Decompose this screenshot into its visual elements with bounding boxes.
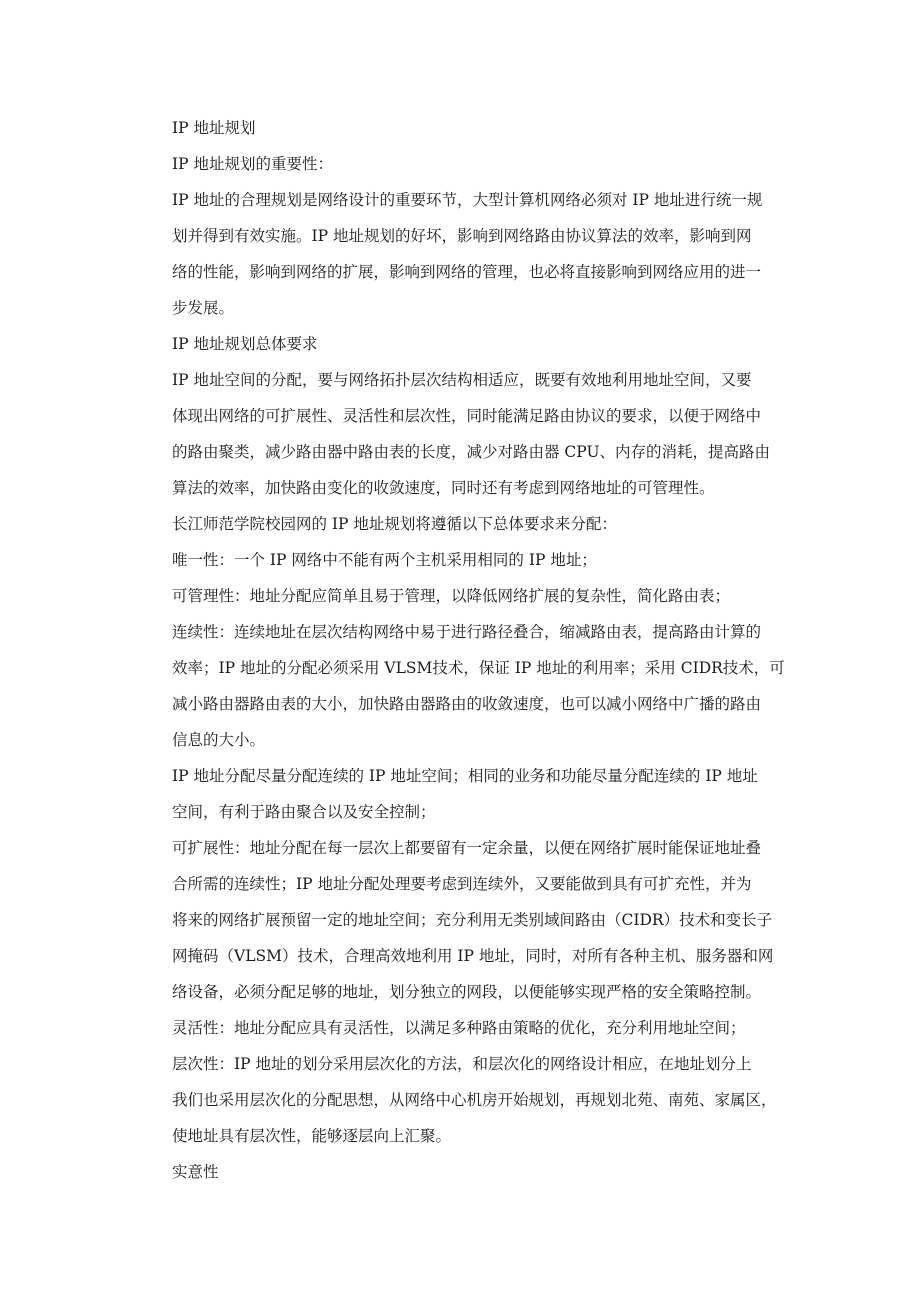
text-line: 减小路由器路由表的大小，加快路由器路由的收敛速度，也可以减小网络中广播的路由 xyxy=(172,695,762,713)
text-line: 网掩码（VLSM）技术，合理高效地利用 IP 地址，同时，对所有各种主机、服务器和网 xyxy=(172,947,774,965)
text-line: 络设备，必须分配足够的地址，划分独立的网段，以便能够实现严格的安全策略控制。 xyxy=(172,983,762,1001)
text-line: 络的性能，影响到网络的扩展，影响到网络的管理，也必将直接影响到网络应用的进一 xyxy=(172,263,762,281)
paragraph xyxy=(172,362,772,506)
text-line: 我们也采用层次化的分配思想，从网络中心机房开始规划，再规划北苑、南苑、家属区， xyxy=(172,1091,777,1109)
paragraph xyxy=(172,578,772,614)
text-line: 的路由聚类，减少路由器中路由表的长度，减少对路由器 CPU、内存的消耗，提高路由 xyxy=(172,443,771,461)
text-line: 空间，有利于路由聚合以及安全控制； xyxy=(172,803,436,821)
paragraph xyxy=(172,758,772,830)
text-line: 体现出网络的可扩展性、灵活性和层次性，同时能满足路由协议的要求，以便于网络中 xyxy=(172,407,762,425)
text-line: IP 地址分配尽量分配连续的 IP 地址空间；相同的业务和功能尽量分配连续的 IP 地址 xyxy=(172,767,758,785)
text-line: 信息的大小。 xyxy=(172,731,266,749)
text-line: IP 地址的合理规划是网络设计的重要环节，大型计算机网络必须对 IP 地址进行统一规 xyxy=(172,191,763,209)
text-line: 长江师范学院校园网的 IP 地址规划将遵循以下总体要求来分配： xyxy=(172,515,617,533)
text-line: 实意性 xyxy=(172,1163,219,1181)
text-line: 效率；IP 地址的分配必须采用 VLSM技术，保证 IP 地址的利用率；采用 CIDR技术，可 xyxy=(172,659,785,677)
paragraph xyxy=(172,182,772,326)
paragraph xyxy=(172,1154,772,1190)
text-line: 连续性：连续地址在层次结构网络中易于进行路径叠合，缩减路由表，提高路由计算的 xyxy=(172,623,762,641)
text-line: 划并得到有效实施。IP 地址规划的好坏，影响到网络路由协议算法的效率，影响到网 xyxy=(172,227,752,245)
paragraph xyxy=(172,542,772,578)
paragraph xyxy=(172,146,772,182)
paragraph xyxy=(172,506,772,542)
paragraph xyxy=(172,830,772,1010)
text-line: 将来的网络扩展预留一定的地址空间；充分利用无类别域间路由（CIDR）技术和变长子 xyxy=(172,911,773,929)
text-line: 使地址具有层次性，能够逐层向上汇聚。 xyxy=(172,1127,452,1145)
text-line: 唯一性：一个 IP 网络中不能有两个主机采用相同的 IP 地址； xyxy=(172,551,597,569)
paragraph xyxy=(172,614,785,758)
text-line: 灵活性：地址分配应具有灵活性，以满足多种路由策略的优化，充分利用地址空间； xyxy=(172,1019,746,1037)
text-line: 可管理性：地址分配应简单且易于管理，以降低网络扩展的复杂性，简化路由表； xyxy=(172,587,731,605)
document-page xyxy=(172,110,785,1190)
text-line: 层次性：IP 地址的划分采用层次化的方法，和层次化的网络设计相应，在地址划分上 xyxy=(172,1055,752,1073)
paragraph xyxy=(172,110,772,146)
paragraph xyxy=(172,326,772,362)
text-line: IP 地址规划总体要求 xyxy=(172,335,318,353)
text-line: 合所需的连续性；IP 地址分配处理要考虑到连续外，又要能做到具有可扩充性，并为 xyxy=(172,875,752,893)
text-line: 步发展。 xyxy=(172,299,235,317)
text-line: IP 地址规划 xyxy=(172,119,256,137)
paragraph xyxy=(172,1046,777,1154)
paragraph xyxy=(172,1010,772,1046)
text-line: 可扩展性：地址分配在每一层次上都要留有一定余量，以便在网络扩展时能保证地址叠 xyxy=(172,839,762,857)
text-line: IP 地址空间的分配，要与网络拓扑层次结构相适应，既要有效地利用地址空间，又要 xyxy=(172,371,752,389)
text-line: IP 地址规划的重要性： xyxy=(172,155,333,173)
text-line: 算法的效率，加快路由变化的收敛速度，同时还有考虑到网络地址的可管理性。 xyxy=(172,479,715,497)
